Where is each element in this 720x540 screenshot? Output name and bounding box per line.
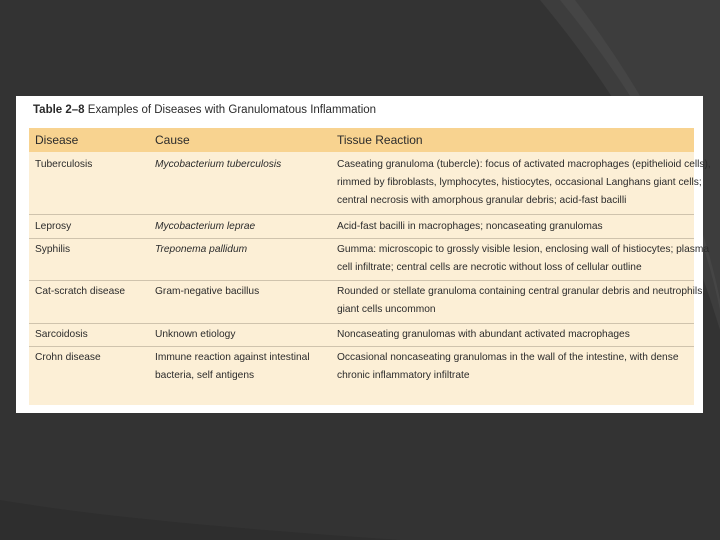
- cause-cell: Immune reaction against intestinal: [155, 352, 310, 363]
- disease-cell: Syphilis: [35, 244, 71, 255]
- header-tissue-reaction: Tissue Reaction: [337, 133, 423, 147]
- disease-cell: Leprosy: [35, 221, 72, 232]
- disease-cell: Sarcoidosis: [35, 329, 88, 340]
- cause-cell: Unknown etiology: [155, 329, 236, 340]
- reaction-cell: rimmed by fibroblasts, lymphocytes, histiocytes, occasional Langhans giant cells;: [337, 177, 702, 188]
- disease-cell: Tuberculosis: [35, 159, 93, 170]
- cause-cell: Mycobacterium leprae: [155, 221, 256, 232]
- row-divider: [29, 238, 694, 239]
- disease-cell: Cat-scratch disease: [35, 286, 126, 297]
- disease-cell: Crohn disease: [35, 352, 101, 363]
- cause-cell: Mycobacterium tuberculosis: [155, 159, 282, 170]
- reaction-cell: Acid-fast bacilli in macrophages; noncaseating granulomas: [337, 221, 603, 232]
- reaction-cell: Gumma: microscopic to grossly visible lesion, enclosing wall of histiocytes; plasma: [337, 244, 709, 255]
- row-divider: [29, 280, 694, 281]
- table-label: Table 2–8: [33, 104, 85, 116]
- table-caption: [33, 104, 376, 116]
- row-divider: [29, 214, 694, 215]
- cause-cell: Treponema pallidum: [155, 244, 248, 255]
- row-divider: [29, 346, 694, 347]
- row-divider: [29, 323, 694, 324]
- table-title: Examples of Diseases with Granulomatous Inflammation: [87, 104, 377, 116]
- reaction-cell: Occasional noncaseating granulomas in the wall of the intestine, with dense: [337, 352, 679, 363]
- reaction-cell: Rounded or stellate granuloma containing central granular debris and neutrophils;: [337, 286, 706, 297]
- reaction-cell: Noncaseating granulomas with abundant activated macrophages: [337, 329, 630, 340]
- reaction-cell: Caseating granuloma (tubercle): focus of activated macrophages (epithelioid cells),: [337, 159, 711, 170]
- reaction-cell: cell infiltrate; central cells are necrotic without loss of cellular outline: [337, 262, 642, 273]
- disease-table: [29, 128, 711, 405]
- header-disease: Disease: [35, 133, 79, 147]
- cause-cell: bacteria, self antigens: [155, 370, 255, 381]
- cause-cell: Gram-negative bacillus: [155, 286, 260, 297]
- header-cause: Cause: [155, 133, 190, 147]
- reaction-cell: chronic inflammatory infiltrate: [337, 370, 470, 381]
- table-panel: [16, 96, 711, 413]
- table-header-row: [29, 128, 694, 152]
- reaction-cell: central necrosis with amorphous granular debris; acid-fast bacilli: [337, 195, 627, 206]
- reaction-cell: giant cells uncommon: [337, 304, 436, 315]
